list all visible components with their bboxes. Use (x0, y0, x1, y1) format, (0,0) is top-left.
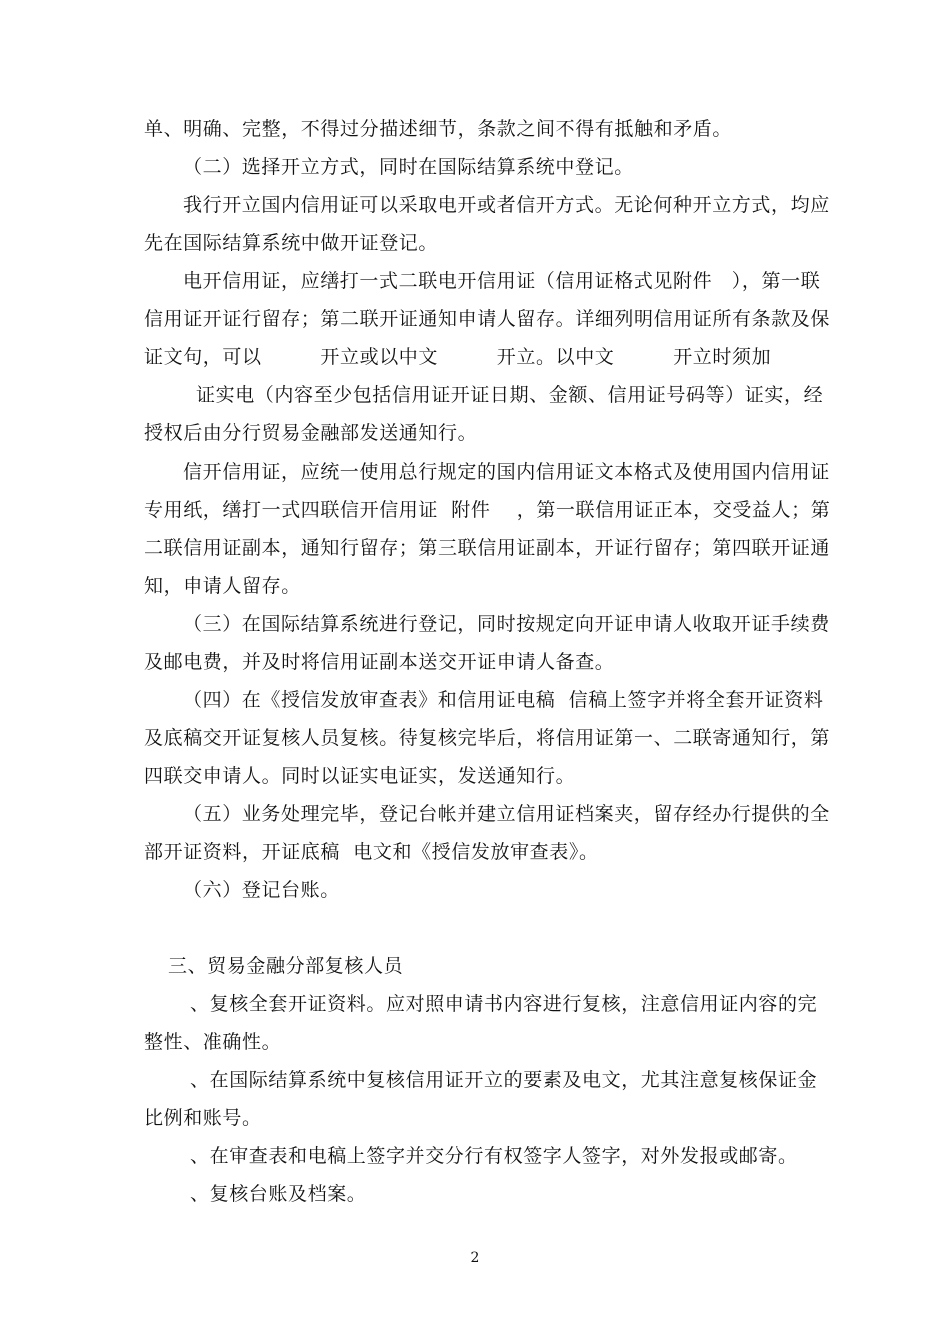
text-line: 及邮电费，并及时将信用证副本送交开证申请人备查。 (144, 651, 615, 673)
list-item: 、在国际结算系统中复核信用证开立的要素及电文，尤其注意复核保证金 (190, 1069, 818, 1091)
text-line: 知，申请人留存。 (144, 575, 301, 597)
text-line: 授权后由分行贸易金融部发送通知行。 (144, 422, 478, 444)
text-line: 单、明确、完整，不得过分描述细节，条款之间不得有抵触和矛盾。 (144, 118, 733, 140)
section-heading: （五）业务处理完毕，登记台帐并建立信用证档案夹，留存经办行提供的全 (183, 803, 830, 825)
section-title: 三、贸易金融分部复核人员 (168, 955, 404, 977)
list-item: 、复核台账及档案。 (190, 1183, 367, 1205)
list-item: 、在审查表和电稿上签字并交分行有权签字人签字，对外发报或邮寄。 (190, 1145, 798, 1167)
text-line: 先在国际结算系统中做开证登记。 (144, 232, 439, 254)
text-line: 专用纸，缮打一式四联信开信用证 附件 ，第一联信用证正本，交受益人；第 (144, 499, 831, 521)
section-heading: （三）在国际结算系统进行登记，同时按规定向开证申请人收取开证手续费 (183, 613, 830, 635)
text-line: 四联交申请人。同时以证实电证实，发送通知行。 (144, 765, 576, 787)
text-line: 整性、准确性。 (144, 1031, 282, 1053)
text-line: 信用证开证行留存；第二联开证通知申请人留存。详细列明信用证所有条款及保 (144, 308, 831, 330)
text-line: 二联信用证副本，通知行留存；第三联信用证副本，开证行留存；第四联开证通 (144, 537, 831, 559)
section-heading: （四）在《授信发放审查表》和信用证电稿 信稿上签字并将全套开证资料 (183, 689, 824, 711)
text-line: 证实电（内容至少包括信用证开证日期、金额、信用证号码等）证实，经 (196, 384, 824, 406)
text-line: 信开信用证，应统一使用总行规定的国内信用证文本格式及使用国内信用证 (183, 461, 830, 483)
section-heading: （二）选择开立方式，同时在国际结算系统中登记。 (183, 156, 634, 178)
page-number: 2 (470, 1250, 480, 1266)
text-line: 部开证资料，开证底稿 电文和《授信发放审查表》。 (144, 841, 599, 863)
text-line: 电开信用证，应缮打一式二联电开信用证（信用证格式见附件 ），第一联 (183, 270, 821, 292)
list-item: 、复核全套开证资料。应对照申请书内容进行复核，注意信用证内容的完 (190, 993, 818, 1015)
text-line: 比例和账号。 (144, 1107, 262, 1129)
text-line: 证文句，可以 开立或以中文 开立。以中文 开立时须加 (144, 346, 772, 368)
section-heading: （六）登记台账。 (183, 879, 340, 901)
text-line: 及底稿交开证复核人员复核。待复核完毕后，将信用证第一、二联寄通知行，第 (144, 727, 831, 749)
text-line: 我行开立国内信用证可以采取电开或者信开方式。无论何种开立方式，均应 (183, 194, 830, 216)
